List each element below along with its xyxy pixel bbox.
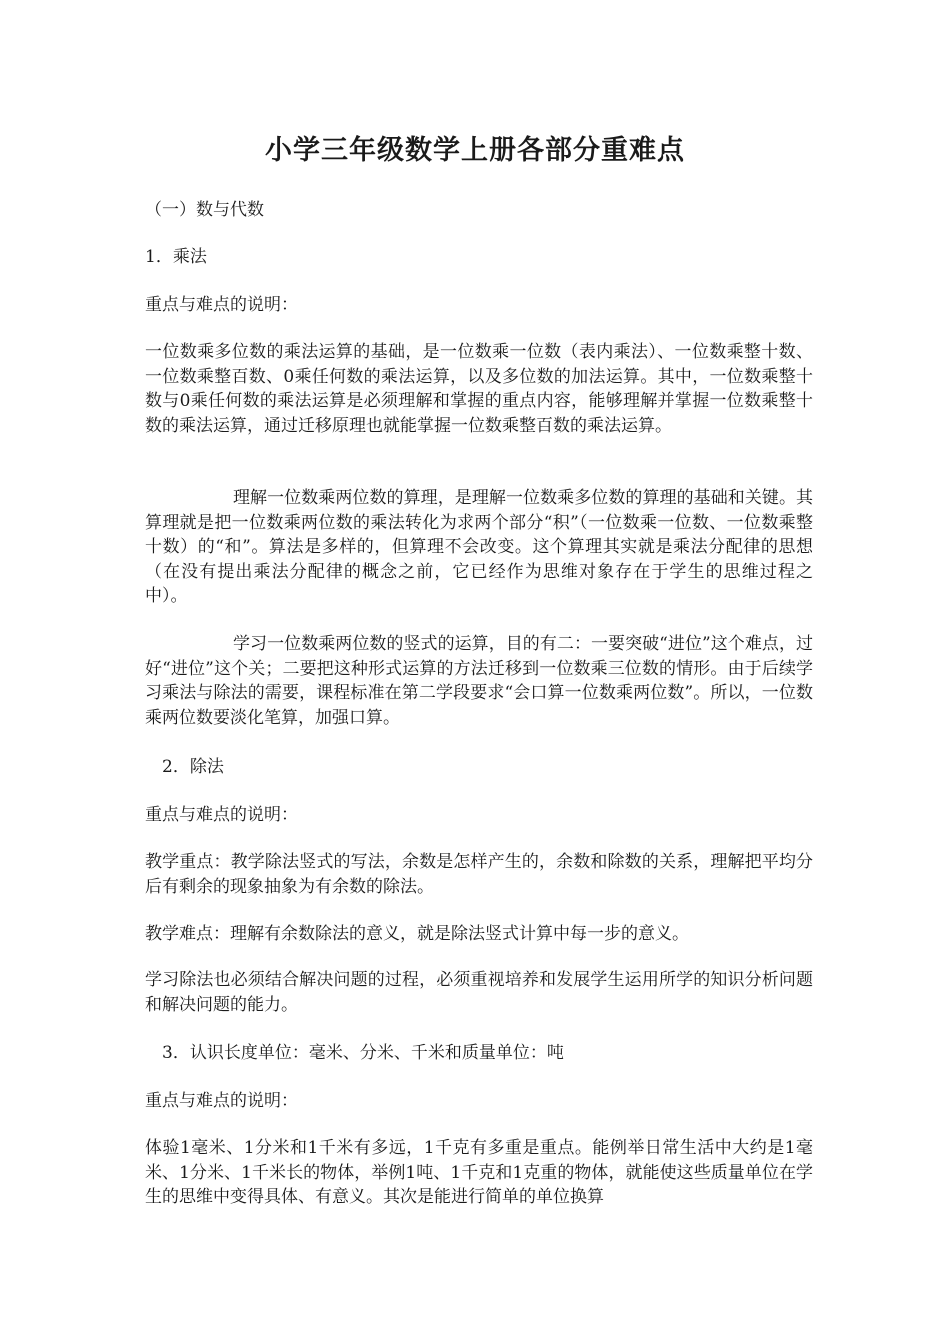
document-title: 小学三年级数学上册各部分重难点 <box>265 135 685 166</box>
paragraph: 体验1毫米、1分米和1千米有多远，1千克有多重是重点。能例举日常生活中大约是1毫米、1分米、1千米长的物体，举例1吨、1千克和1克重的物体，就能使这些质量单位在学生的思维中变得具体、有意义。其次是能进行简单的单位换算 <box>145 1138 813 1207</box>
paragraph: 一位数乘多位数的乘法运算的基础，是一位数乘一位数（表内乘法）、一位数乘整十数、一位数乘整百数、0乘任何数的乘法运算，以及多位数的加法运算。其中，一位数乘整十数与0乘任何数的乘法运算是必须理解和掌握的重点内容，能够理解并掌握一位数乘整十数的乘法运算，通过迁移原理也就能掌握一位数乘整百数的乘法运算。 <box>145 342 813 436</box>
sub-heading-multiplication: 1．乘法 <box>145 247 207 267</box>
key-points-label: 重点与难点的说明： <box>145 295 298 315</box>
key-points-label: 重点与难点的说明： <box>145 805 298 825</box>
paragraph: 学习一位数乘两位数的竖式的运算，目的有二：一要突破“进位”这个难点，过好“进位”这个关；二要把这种形式运算的方法迁移到一位数乘三位数的情形。由于后续学习乘法与除法的需要，课程标准在第二学段要求“会口算一位数乘两位数”。所以，一位数乘两位数要淡化笔算，加强口算。 <box>145 634 813 728</box>
paragraph: 教学重点：教学除法竖式的写法，余数是怎样产生的，余数和除数的关系，理解把平均分后有剩余的现象抽象为有余数的除法。 <box>145 852 813 897</box>
sub-heading-division: 2．除法 <box>162 757 224 777</box>
paragraph: 理解一位数乘两位数的算理，是理解一位数乘多位数的算理的基础和关键。其算理就是把一位数乘两位数的乘法转化为求两个部分“积”（一位数乘一位数、一位数乘整十数）的“和”。算法是多样的，但算理不会改变。这个算理其实就是乘法分配律的思想（在没有提出乘法分配律的概念之前，它已经作为思维对象存在于学生的思维过程之中）。 <box>145 488 813 606</box>
section-heading: （一）数与代数 <box>145 200 264 220</box>
sub-heading-units: 3．认识长度单位：毫米、分米、千米和质量单位：吨 <box>162 1043 564 1063</box>
paragraph: 教学难点：理解有余数除法的意义，就是除法竖式计算中每一步的意义。 <box>145 924 689 944</box>
key-points-label: 重点与难点的说明： <box>145 1091 298 1111</box>
paragraph: 学习除法也必须结合解决问题的过程，必须重视培养和发展学生运用所学的知识分析问题和解决问题的能力。 <box>145 970 813 1015</box>
